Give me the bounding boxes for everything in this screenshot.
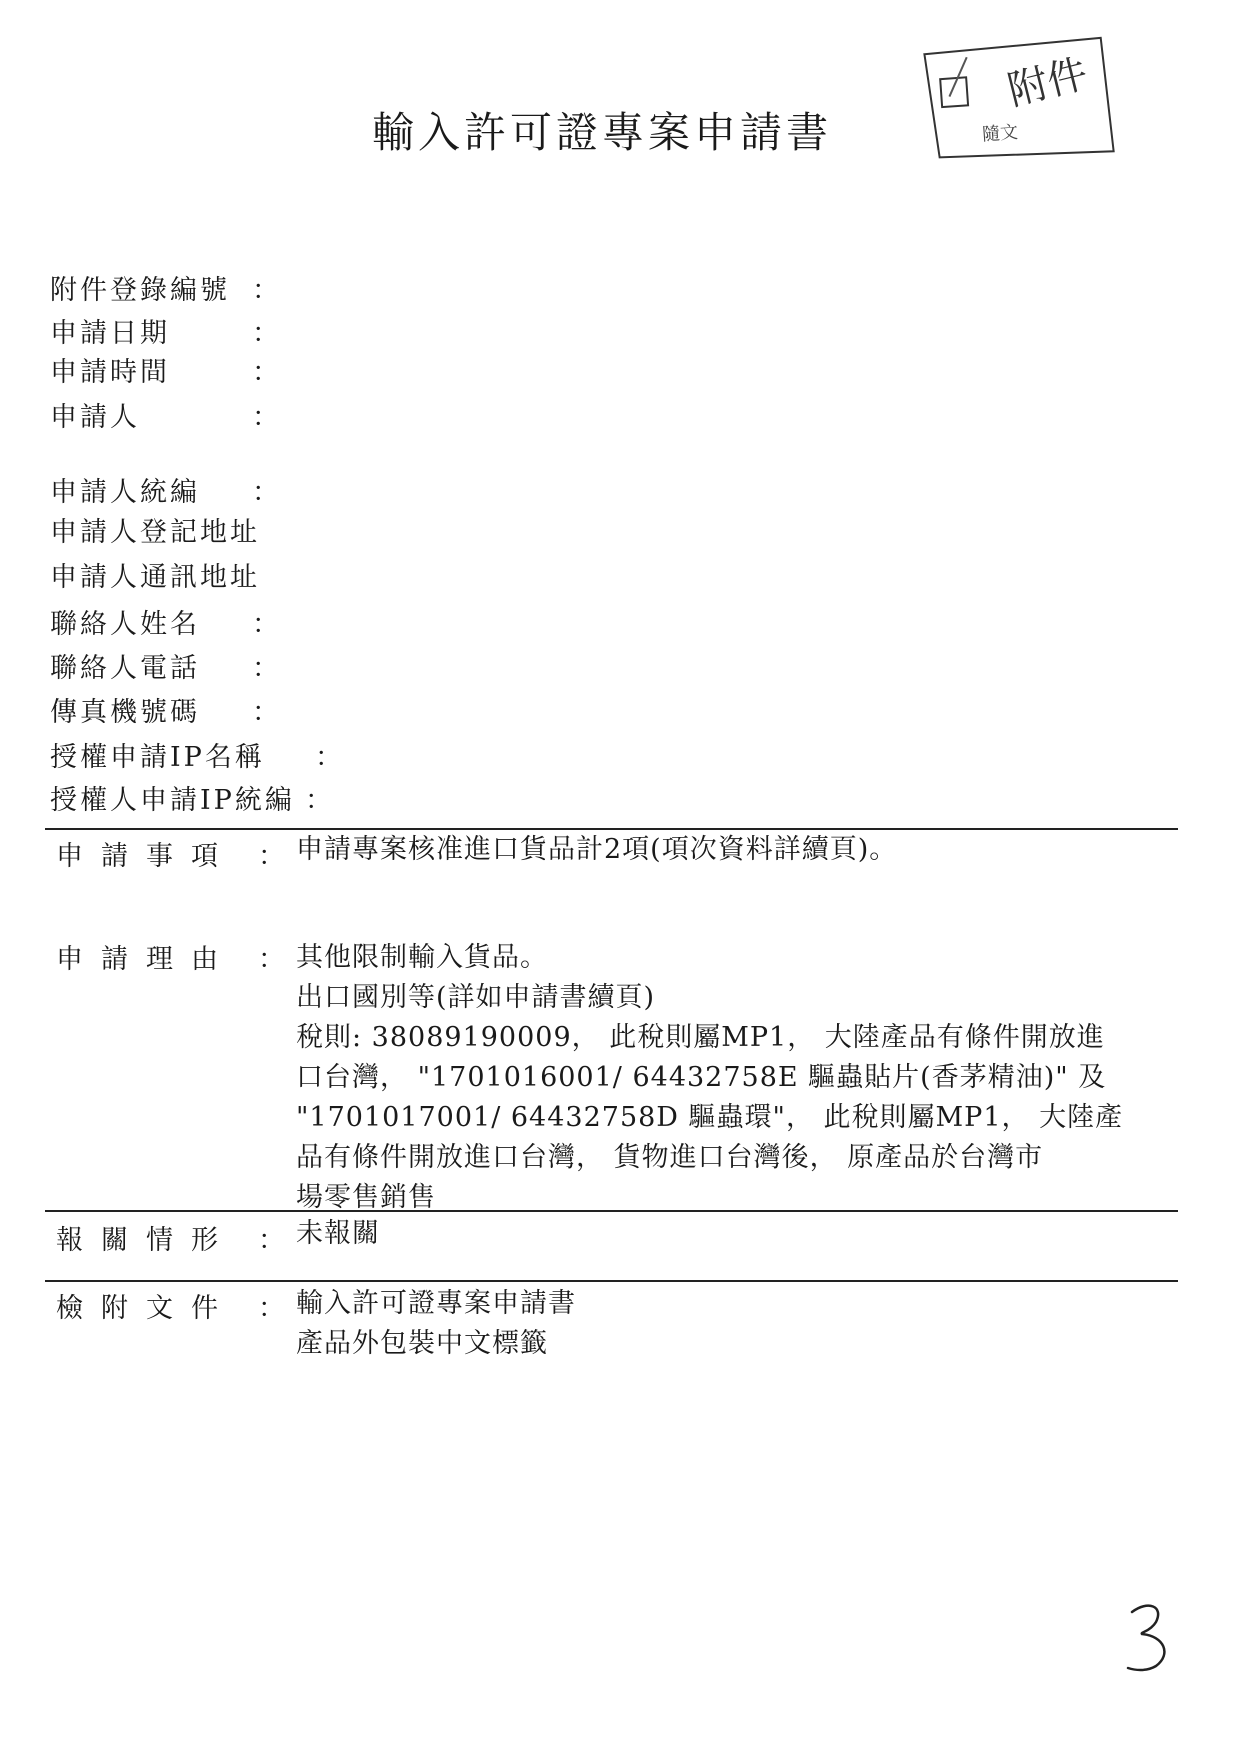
section-body bbox=[296, 1284, 576, 1364]
field-label: 申請人登記地址 bbox=[50, 517, 260, 548]
document-title: 輸入許可證專案申請書 bbox=[372, 108, 833, 157]
field-label: 聯絡人姓名 bbox=[50, 609, 200, 640]
section-colon: ： bbox=[258, 1225, 285, 1256]
stamp-sub-text: 隨文 bbox=[981, 121, 1019, 146]
section-line: 場零售銷售 bbox=[296, 1182, 436, 1213]
section-line: 其他限制輸入貨品。 bbox=[296, 942, 548, 973]
section-line: 未報關 bbox=[296, 1218, 380, 1249]
field-label: 授權人申請IP統編 bbox=[50, 785, 295, 816]
section-line: 產品外包裝中文標籤 bbox=[296, 1328, 548, 1359]
section-body bbox=[296, 1214, 380, 1254]
field-colon: ： bbox=[252, 697, 279, 728]
field-label: 申請人 bbox=[50, 402, 140, 433]
section-label: 申請理由 bbox=[56, 944, 236, 975]
section-label: 檢附文件 bbox=[56, 1293, 236, 1324]
field-colon: ： bbox=[252, 402, 279, 433]
field-colon: ： bbox=[252, 653, 279, 684]
field-label: 傳真機號碼 bbox=[50, 697, 200, 728]
field-label: 申請時間 bbox=[50, 357, 170, 388]
divider-line bbox=[45, 1280, 1178, 1282]
field-label: 附件登錄編號 bbox=[50, 275, 230, 306]
field-colon: ： bbox=[252, 357, 279, 388]
stamp-main-text: 附件 bbox=[1003, 50, 1093, 115]
section-label: 申請事項 bbox=[56, 841, 236, 872]
section-line: 稅則: 38089190009， 此稅則屬MP1， 大陸產品有條件開放進 bbox=[296, 1022, 1105, 1053]
field-label: 聯絡人電話 bbox=[50, 653, 200, 684]
attachment-stamp bbox=[906, 33, 1124, 172]
section-line: 口台灣， "1701016001/ 64432758E 驅蟲貼片(香茅精油)" 及 bbox=[296, 1062, 1107, 1093]
field-label: 申請日期 bbox=[50, 318, 170, 349]
field-colon: ： bbox=[305, 785, 332, 816]
field-label: 申請人統編 bbox=[50, 477, 200, 508]
field-colon: ： bbox=[252, 609, 279, 640]
section-line: 申請專案核准進口貨品計2項(項次資料詳續頁)。 bbox=[296, 834, 898, 865]
field-label: 授權申請IP名稱 bbox=[50, 742, 265, 773]
field-colon: ： bbox=[252, 275, 279, 306]
section-body bbox=[296, 830, 897, 870]
field-colon: ： bbox=[315, 742, 342, 773]
section-colon: ： bbox=[258, 841, 285, 872]
divider-line bbox=[45, 1210, 1178, 1212]
field-colon: ： bbox=[252, 477, 279, 508]
field-label: 申請人通訊地址 bbox=[50, 562, 260, 593]
section-line: 輸入許可證專案申請書 bbox=[296, 1288, 576, 1319]
section-line: "1701017001/ 64432758D 驅蟲環"， 此稅則屬MP1， 大陸產 bbox=[296, 1102, 1124, 1133]
section-line: 品有條件開放進口台灣， 貨物進口台灣後， 原產品於台灣市 bbox=[296, 1142, 1044, 1173]
section-body bbox=[296, 938, 1123, 1218]
section-colon: ： bbox=[258, 944, 285, 975]
section-colon: ： bbox=[258, 1293, 285, 1324]
handwritten-page-mark bbox=[1120, 1598, 1180, 1678]
section-label: 報關情形 bbox=[56, 1225, 236, 1256]
section-line: 出口國別等(詳如申請書續頁) bbox=[296, 982, 656, 1013]
field-colon: ： bbox=[252, 318, 279, 349]
